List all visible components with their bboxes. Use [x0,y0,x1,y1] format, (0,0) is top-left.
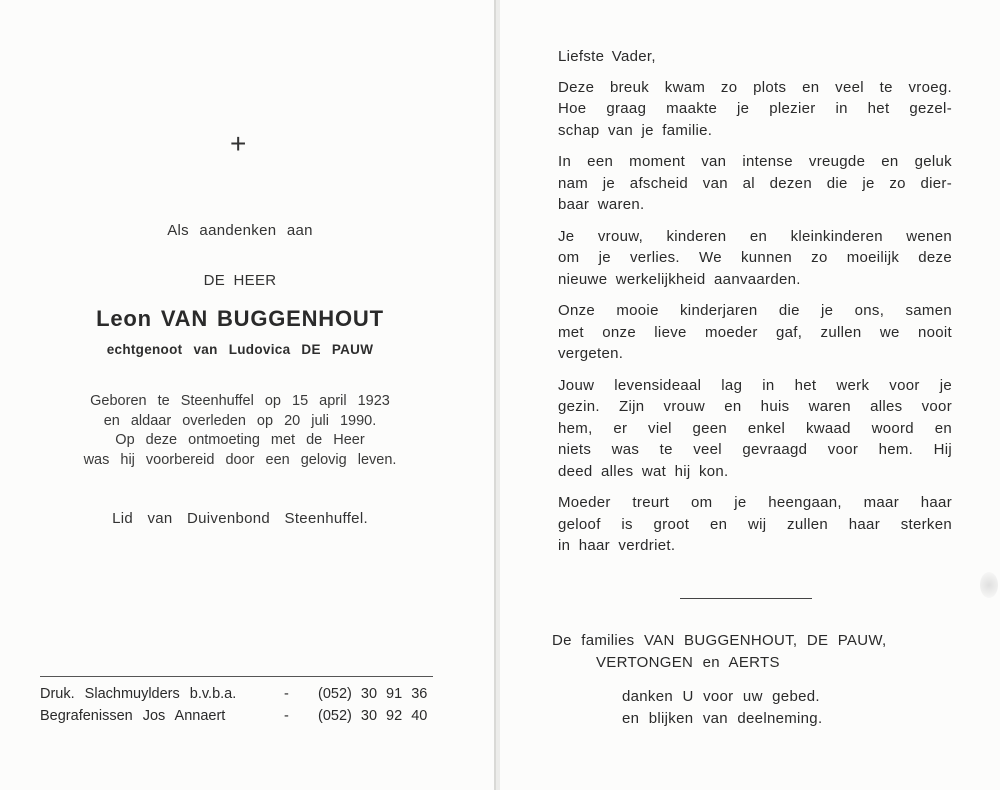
biography [40,392,440,470]
credit-name: Begrafenissen Jos Annaert [40,708,226,724]
letter-line: niets was te veel gevraagd voor hem. Hij [558,441,952,458]
card-fold-shadow [496,0,500,790]
intro-text: Als aandenken aan [167,222,313,239]
letter-line: Onze mooie kinderjaren die je ons, samen [558,302,952,319]
credit-phone: (052) 30 92 40 [318,708,428,724]
bio-line: en aldaar overleden op 20 juli 1990. [103,412,377,429]
letter-line: nieuwe werkelijkheid aanvaarden. [558,270,801,288]
letter-paragraph [558,151,952,216]
letter-paragraph [558,300,952,365]
families-line: De families VAN BUGGENHOUT, DE PAUW, [552,632,887,649]
letter-line: Moeder treurt om je heengaan, maar haar [558,494,952,511]
letter-paragraph [558,375,952,483]
letter-line: schap van je familie. [558,121,713,139]
credit-separator: - [284,708,289,724]
bio-line: Op deze ontmoeting met de Heer [115,432,365,448]
credit-separator: - [284,686,289,702]
letter-line: Jouw levensideaal lag in het werk voor je [558,376,952,394]
spouse-line: echtgenoot van Ludovica DE PAUW [106,342,374,357]
letter-line: met onze lieve moeder gaf, zullen we nooit [558,323,952,341]
letter-paragraph [558,226,952,291]
credit-row [40,683,450,705]
honorific-title: DE HEER [203,272,277,289]
letter-line: hem, er viel geen enkel kwaad woord en [558,419,952,437]
letter-line: In een moment van intense vreugde en geluk [558,153,952,170]
families-line: VERTONGEN en AERTS [596,653,780,671]
letter-paragraph [558,492,952,557]
letter-paragraph [558,77,952,142]
credit-phone: (052) 30 91 36 [318,686,428,702]
thanks-text [622,686,822,730]
letter-line: Hoe graag maakte je plezier in het gezel- [558,100,952,117]
letter-line: Je vrouw, kinderen en kleinkinderen wenen [558,227,952,245]
letter-line: vergeten. [558,345,624,362]
deceased-name: Leon VAN BUGGENHOUT [96,306,384,331]
farewell-letter [558,46,952,567]
bio-line: was hij voorbereid door een gelovig leven. [83,451,397,468]
letter-line: deed alles wat hij kon. [558,462,729,480]
divider-line [40,676,433,677]
credit-name: Druk. Slachmuylders b.v.b.a. [40,686,237,702]
salutation: Liefste Vader, [558,48,656,65]
letter-line: in haar verdriet. [558,537,676,554]
letter-line: om je verlies. We kunnen zo moeilijk deze [558,249,952,266]
letter-line: Deze breuk kwam zo plots en veel te vroeg. [558,78,952,96]
thanks-line: en blijken van deelneming. [622,710,823,727]
families-signature [552,630,952,673]
paper-smudge [980,572,998,598]
letter-line: nam je afscheid van al dezen die je zo dier- [558,174,952,192]
letter-line: gezin. Zijn vrouw en huis waren alles voor [558,398,952,415]
club-membership: Lid van Duivenbond Steenhuffel. [112,510,368,527]
letter-line: baar waren. [558,196,645,213]
thanks-line: danken U voor uw gebed. [622,688,820,705]
credit-row [40,705,450,727]
cross-icon: + [230,128,247,159]
credits [40,683,450,727]
bio-line: Geboren te Steenhuffel op 15 april 1923 [90,393,390,409]
divider-line [680,598,812,599]
letter-line: geloof is groot en wij zullen haar sterken [558,515,952,533]
